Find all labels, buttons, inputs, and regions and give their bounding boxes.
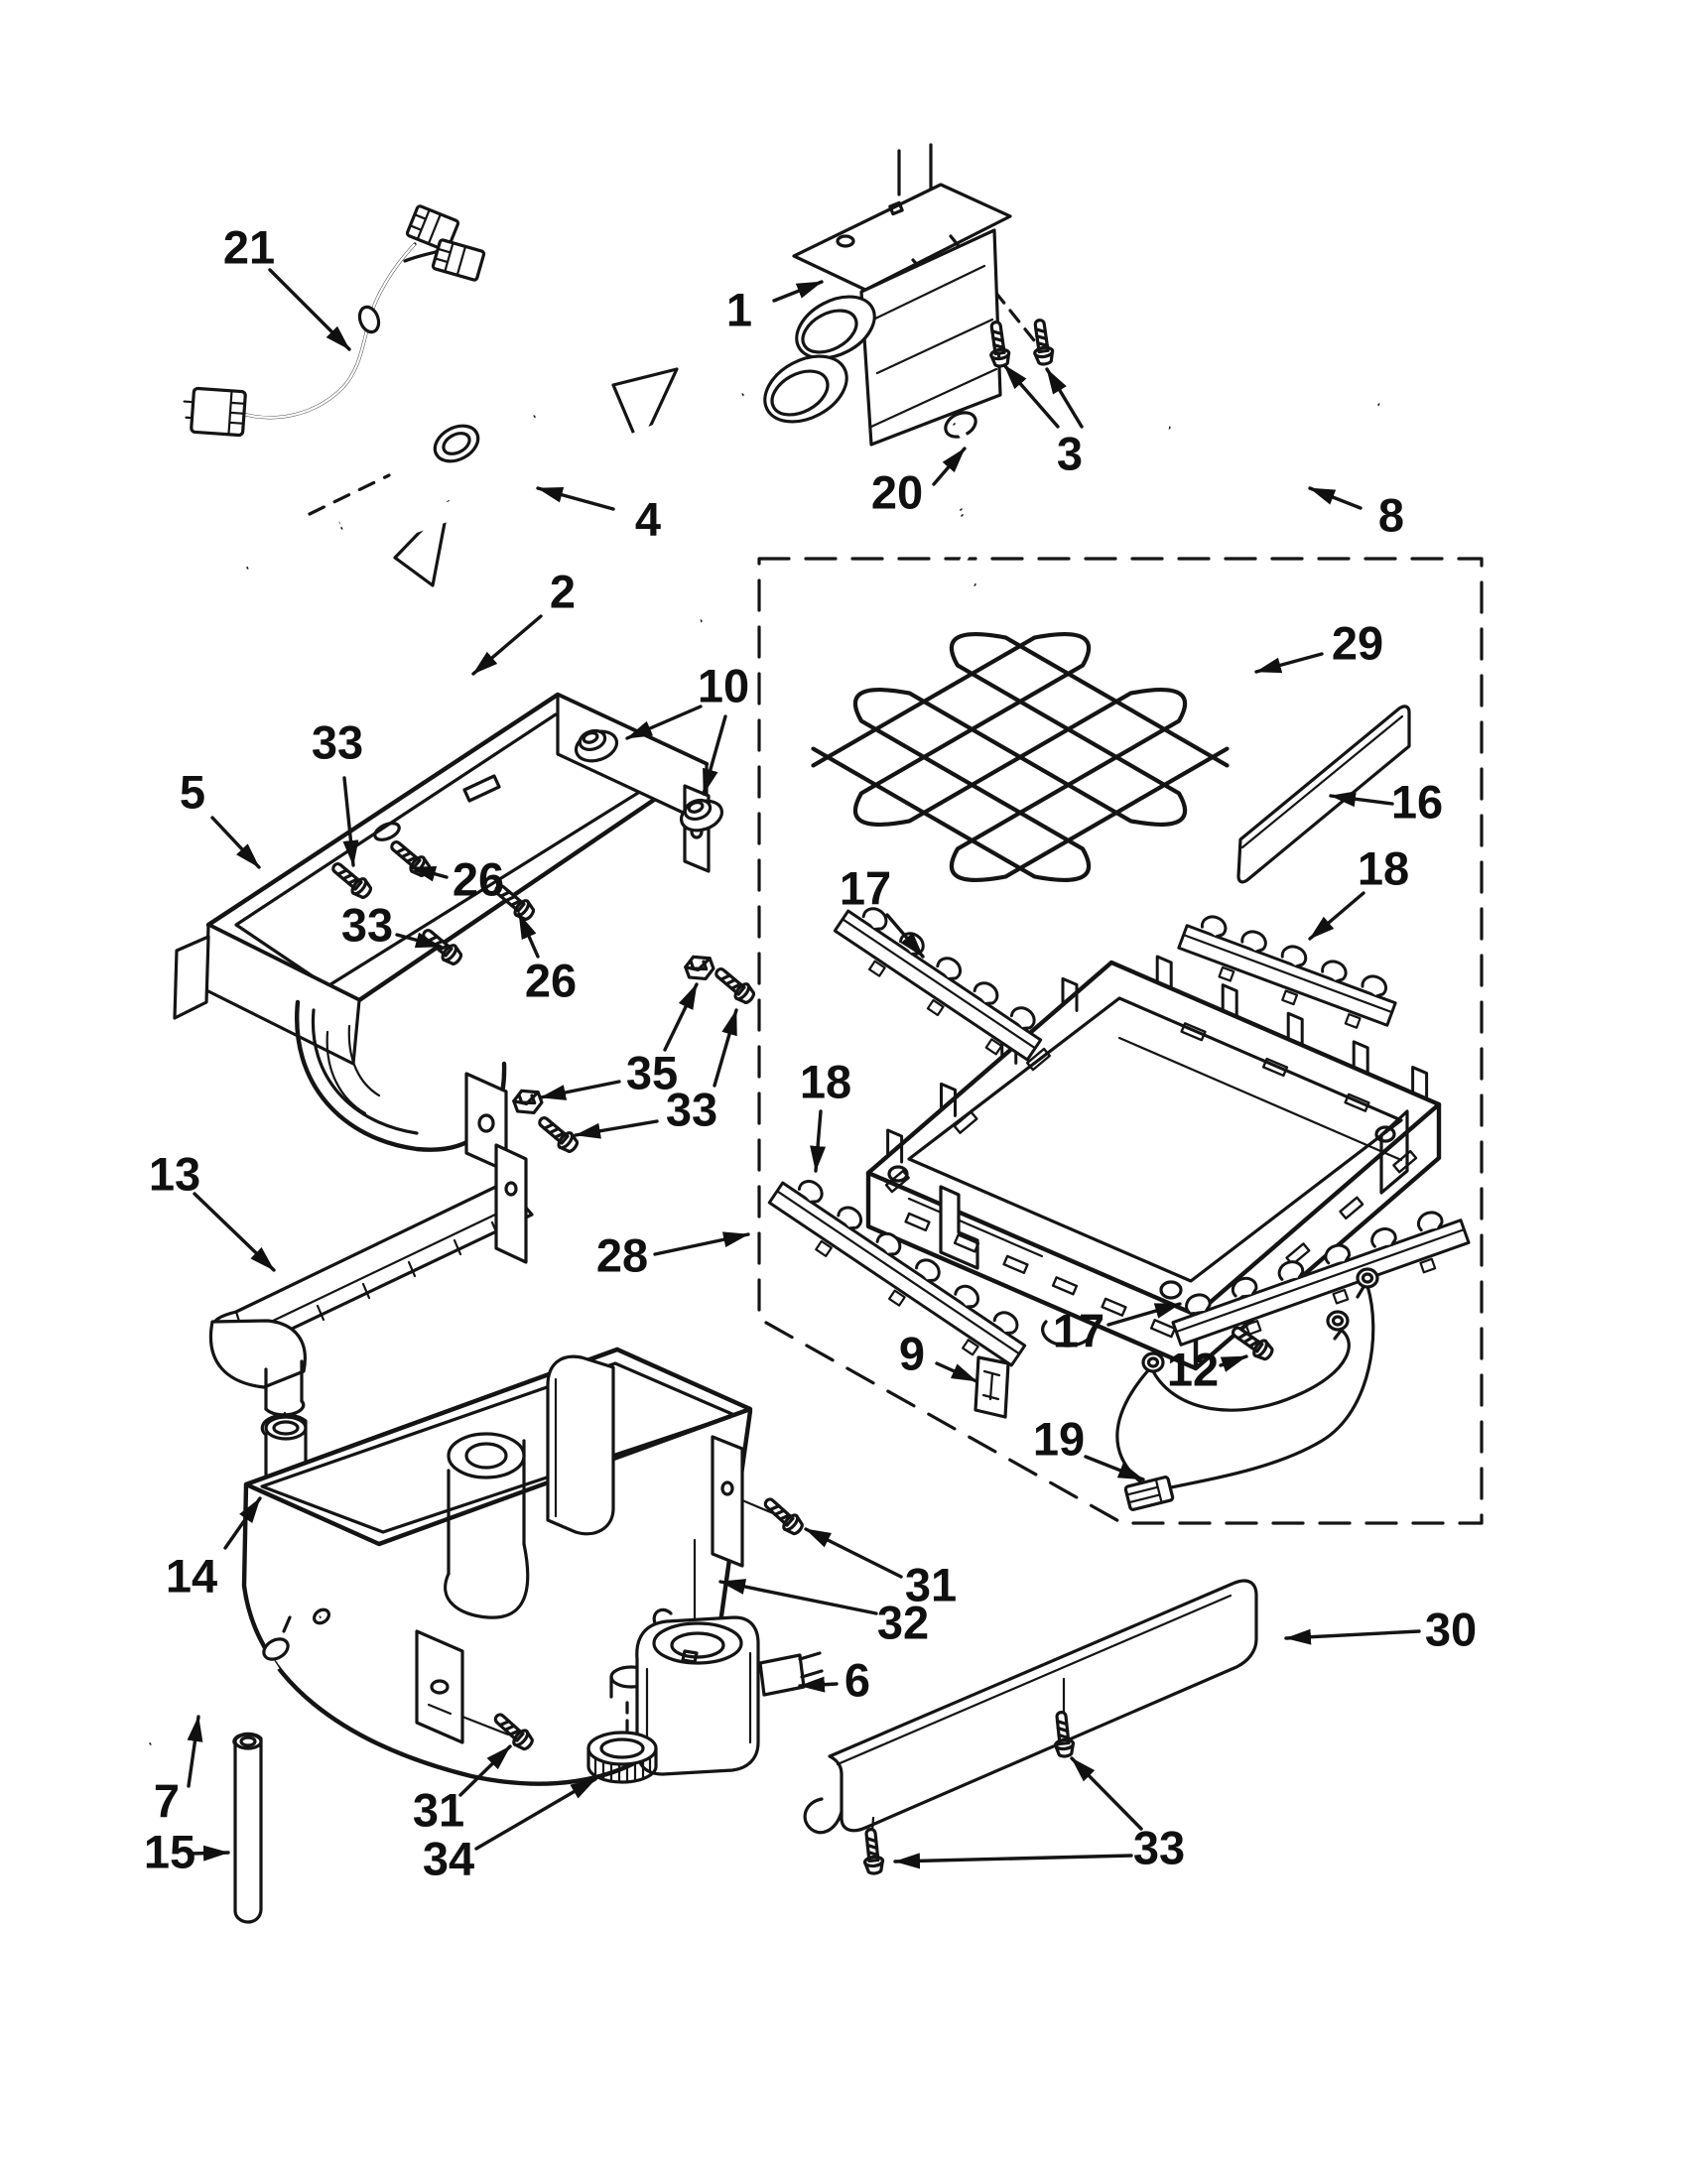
leader-arrow bbox=[191, 1853, 228, 1854]
callout-number: 26 bbox=[524, 954, 578, 1007]
leader-arrow bbox=[774, 282, 822, 301]
part-clip-35 bbox=[683, 952, 715, 983]
callout-number: 3 bbox=[1056, 427, 1084, 480]
part-screw-31 bbox=[761, 1494, 806, 1537]
callout-number: 20 bbox=[870, 465, 924, 519]
part-clip-35 bbox=[511, 1086, 544, 1117]
leader-arrow bbox=[937, 1363, 976, 1381]
part-ice-chute bbox=[210, 1145, 532, 1433]
callout-5 bbox=[180, 765, 259, 867]
leader-arrow bbox=[1086, 1457, 1143, 1479]
leader-arrow bbox=[895, 1856, 1131, 1862]
leader-arrow bbox=[1072, 1758, 1141, 1829]
callout-28 bbox=[596, 1228, 748, 1281]
callout-number: 9 bbox=[898, 1327, 926, 1380]
callout-number: 26 bbox=[452, 852, 505, 906]
part-screw-33 bbox=[861, 1829, 884, 1874]
leader-arrow bbox=[655, 1234, 748, 1254]
leader-arrow bbox=[1256, 654, 1322, 672]
leader-arrow bbox=[538, 488, 613, 509]
callout-21 bbox=[223, 220, 349, 349]
callout-number: 35 bbox=[625, 1046, 679, 1099]
leader-arrow bbox=[704, 716, 725, 794]
callout-26 bbox=[519, 914, 577, 1006]
callout-number: 32 bbox=[876, 1596, 930, 1649]
callout-number: 15 bbox=[143, 1825, 196, 1878]
callout-number: 10 bbox=[697, 659, 750, 712]
leader-arrow bbox=[189, 1717, 198, 1786]
callout-number: 31 bbox=[412, 1783, 465, 1837]
leader-arrow bbox=[934, 449, 965, 484]
leader-arrow bbox=[714, 1010, 736, 1086]
callout-number: 17 bbox=[1052, 1304, 1105, 1357]
callout-number: 2 bbox=[549, 565, 577, 618]
part-drain-tube bbox=[1032, 405, 1387, 518]
leader-arrow bbox=[195, 1194, 274, 1270]
part-clip-strip-17 bbox=[835, 904, 1040, 1060]
callout-number: 33 bbox=[1132, 1821, 1186, 1874]
leader-arrow bbox=[816, 1111, 821, 1171]
callout-number: 31 bbox=[904, 1558, 958, 1611]
leader-arrow bbox=[1286, 1631, 1419, 1638]
leader-arrow bbox=[665, 984, 697, 1050]
callout-8 bbox=[1310, 488, 1404, 541]
part-access-panel bbox=[805, 1581, 1256, 1846]
callout-number: 29 bbox=[1331, 616, 1384, 670]
part-screw-33 bbox=[535, 1112, 581, 1154]
leader-arrow bbox=[627, 707, 701, 738]
callout-number: 21 bbox=[222, 220, 276, 274]
callout-number: 13 bbox=[148, 1147, 201, 1201]
callout-number: 34 bbox=[422, 1832, 475, 1885]
leader-arrow bbox=[800, 1684, 837, 1686]
part-screw-12 bbox=[1229, 1323, 1275, 1362]
callout-number: 4 bbox=[634, 492, 662, 546]
callout-15 bbox=[144, 1825, 228, 1877]
callout-19 bbox=[1033, 1412, 1143, 1479]
callout-number: 18 bbox=[799, 1055, 852, 1108]
part-retainer-clip bbox=[975, 1357, 1008, 1417]
part-screw-33 bbox=[712, 964, 757, 1005]
leader-arrow bbox=[1310, 893, 1363, 939]
callout-number: 33 bbox=[311, 715, 364, 769]
leader-arrow bbox=[270, 270, 349, 349]
leader-arrow bbox=[541, 1082, 619, 1097]
leader-arrow bbox=[1310, 488, 1361, 508]
callout-number: 18 bbox=[1357, 841, 1410, 895]
callout-number: 8 bbox=[1377, 488, 1405, 542]
part-stand-tube bbox=[234, 1734, 261, 1922]
leader-arrow bbox=[519, 914, 538, 957]
callout-number: 33 bbox=[665, 1083, 718, 1136]
callout-number: 19 bbox=[1032, 1412, 1086, 1466]
callout-29 bbox=[1256, 616, 1383, 672]
callout-number: 33 bbox=[340, 898, 394, 952]
callout-number: 1 bbox=[725, 283, 753, 336]
callout-number: 5 bbox=[179, 765, 206, 819]
leader-arrow bbox=[1221, 1356, 1246, 1365]
callout-20 bbox=[871, 449, 965, 518]
callout-number: 17 bbox=[839, 861, 892, 915]
part-screw-3 bbox=[1030, 320, 1054, 366]
leader-arrow bbox=[576, 1121, 657, 1135]
part-recirculation-pump bbox=[637, 1609, 822, 1774]
leader-arrow bbox=[476, 1779, 595, 1849]
leader-arrow bbox=[720, 1582, 876, 1613]
callout-3 bbox=[1004, 365, 1083, 479]
callout-number: 16 bbox=[1390, 775, 1444, 829]
callout-number: 14 bbox=[165, 1549, 218, 1603]
callout-4 bbox=[538, 488, 661, 545]
leader-arrow bbox=[806, 1529, 901, 1577]
callout-18 bbox=[1310, 841, 1409, 939]
callout-13 bbox=[149, 1147, 274, 1270]
callout-6 bbox=[800, 1653, 870, 1706]
part-water-valve-assembly bbox=[754, 145, 1038, 445]
callout-number: 28 bbox=[595, 1228, 649, 1282]
leader-arrow bbox=[212, 818, 259, 867]
callout-number: 7 bbox=[153, 1774, 181, 1828]
part-evaporator-tray bbox=[175, 695, 709, 1171]
part-heater-wire-grid bbox=[814, 634, 1228, 880]
callout-number: 30 bbox=[1424, 1603, 1478, 1656]
callout-number: 6 bbox=[844, 1653, 871, 1707]
callout-30 bbox=[1286, 1603, 1477, 1655]
callout-18 bbox=[800, 1055, 851, 1171]
callout-12 bbox=[1167, 1343, 1246, 1395]
callout-number: 12 bbox=[1166, 1343, 1220, 1396]
